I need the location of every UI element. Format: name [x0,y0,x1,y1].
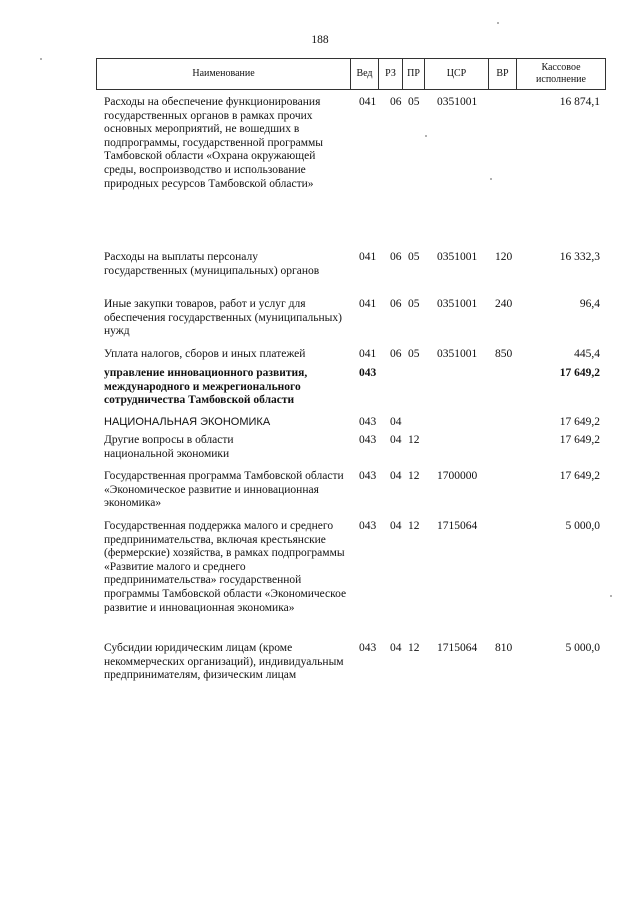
row-pr: 05 [408,348,420,360]
row-pr: 12 [408,520,420,532]
row-name: Государственная программа Тамбовской области «Экономическое развитие и инновационная экономика» [104,470,344,510]
header-amount-line1: Кассовое [541,62,581,73]
row-amount: 17 649,2 [559,416,600,428]
scan-speck [497,22,499,24]
row-csr: 0351001 [437,298,478,310]
row-name: Государственная поддержка малого и среднего предпринимательства, включая крестьянские (фермерские) хозяйства, в рамках подпрограммы «Развитие малого и среднего предпринимательства» государственной программы Тамбовской области «Экономическое развитие и инновационная экономика» [104,520,347,614]
scan-speck [610,595,612,597]
header-pr: ПР [403,59,425,89]
row-ved: 043 [359,367,377,379]
row-ved: 043 [359,470,377,482]
row-name: Уплата налогов, сборов и иных платежей [104,348,306,360]
row-ved: 041 [359,298,377,310]
row-amount: 16 874,1 [559,96,600,108]
row-csr: 1700000 [437,470,478,482]
row-ved: 041 [359,96,377,108]
row-rz: 06 [390,348,402,360]
scan-speck [490,178,492,180]
header-amount-line2: исполнение [536,74,586,85]
row-csr: 0351001 [437,96,478,108]
row-csr: 0351001 [437,251,478,263]
row-ved: 041 [359,348,377,360]
row-amount: 5 000,0 [565,520,600,532]
header-csr: ЦСР [425,59,489,89]
header-name: Наименование [97,59,351,89]
row-pr: 12 [408,470,420,482]
row-amount: 445,4 [574,348,600,360]
row-name: управление инновационного развития, международного и межрегионального сотрудничества Тамбовской области [104,367,308,407]
row-name: Другие вопросы в области национальной экономики [104,434,234,460]
row-pr: 05 [408,251,420,263]
row-ved: 041 [359,251,377,263]
row-name: Иные закупки товаров, работ и услуг для обеспечения государственных (муниципальных) нужд [104,298,342,338]
row-rz: 04 [390,470,402,482]
scan-speck [40,58,42,60]
row-vr: 120 [495,251,513,263]
row-ved: 043 [359,520,377,532]
row-name: Расходы на обеспечение функционирования государственных органов в рамках прочих основных мероприятий, не вошедших в подпрограммы, государственной программы Тамбовской области «Охрана окружающей среды, воспроизводство и использование природных ресурсов Тамбовской области» [104,96,324,190]
row-rz: 06 [390,298,402,310]
row-name: НАЦИОНАЛЬНАЯ ЭКОНОМИКА [104,416,271,428]
row-rz: 06 [390,96,402,108]
row-vr: 810 [495,642,513,654]
row-rz: 04 [390,434,402,446]
row-name: Расходы на выплаты персоналу государственных (муниципальных) органов [104,251,320,277]
row-rz: 06 [390,251,402,263]
row-ved: 043 [359,642,377,654]
row-csr: 1715064 [437,520,478,532]
row-rz: 04 [390,416,402,428]
row-pr: 12 [408,434,420,446]
row-pr: 05 [408,298,420,310]
row-amount: 96,4 [579,298,600,310]
row-amount: 17 649,2 [559,367,600,379]
row-vr: 240 [495,298,513,310]
row-csr: 0351001 [437,348,478,360]
scan-speck [425,135,427,137]
header-rz: РЗ [379,59,403,89]
row-amount: 17 649,2 [559,434,600,446]
row-name: Субсидии юридическим лицам (кроме некоммерческих организаций), индивидуальным предпринимателям, физическим лицам [104,642,344,682]
page-number: 188 [311,34,329,46]
row-rz: 04 [390,520,402,532]
row-rz: 04 [390,642,402,654]
row-pr: 12 [408,642,420,654]
row-amount: 16 332,3 [559,251,600,263]
row-amount: 5 000,0 [565,642,600,654]
row-pr: 05 [408,96,420,108]
row-ved: 043 [359,434,377,446]
header-ved: Вед [351,59,379,89]
row-vr: 850 [495,348,513,360]
row-ved: 043 [359,416,377,428]
header-vr: ВР [489,59,517,89]
row-amount: 17 649,2 [559,470,600,482]
row-csr: 1715064 [437,642,478,654]
